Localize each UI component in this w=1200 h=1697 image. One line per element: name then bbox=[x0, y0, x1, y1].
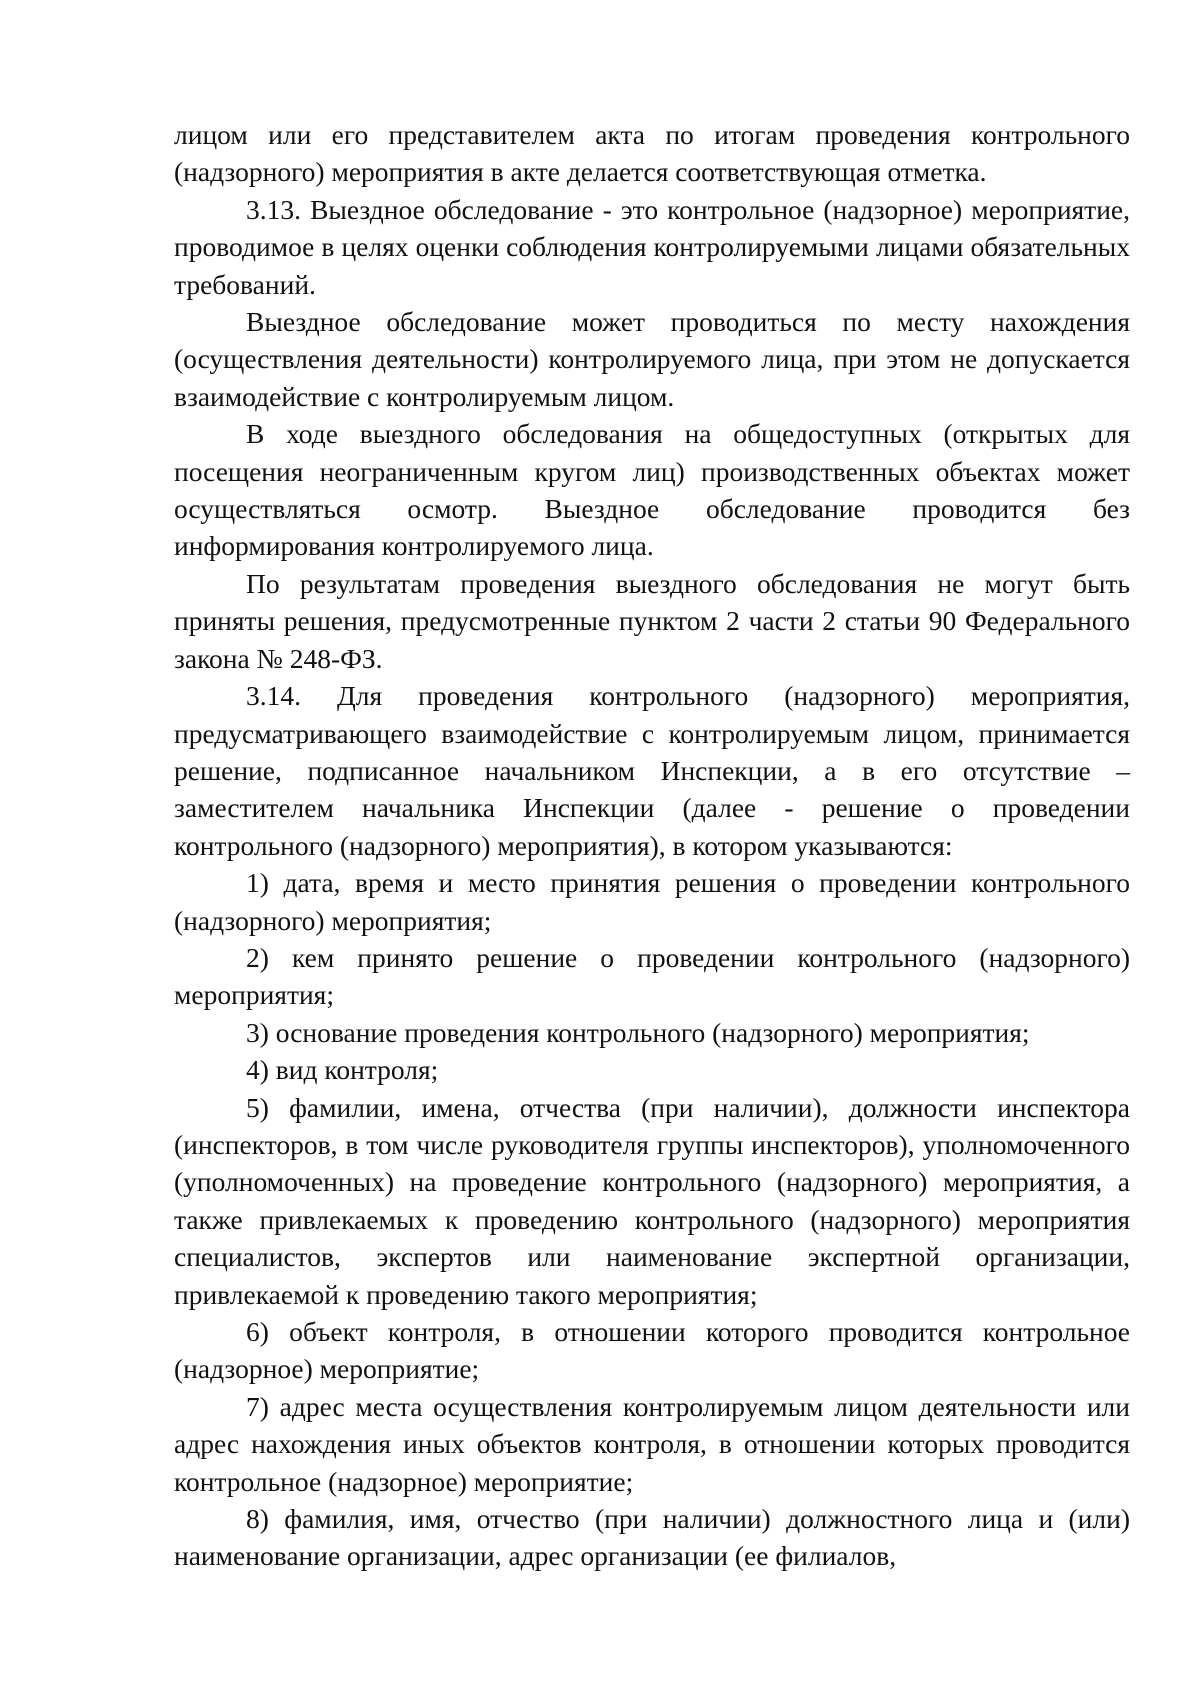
document-body bbox=[174, 116, 1130, 1575]
list-item-1: 1) дата, время и место принятия решения о проведении контрольного (надзорного) мероприятия; bbox=[174, 867, 1130, 936]
paragraph-site-inspection-decisions: По результатам проведения выездного обследования не могут быть приняты решения, предусмотренные пунктом 2 части 2 статьи 90 Федерального закона № 248-ФЗ. bbox=[174, 567, 1130, 674]
list-item-3: 3) основание проведения контрольного (надзорного) мероприятия; bbox=[246, 1016, 1030, 1048]
paragraph-site-inspection-location: Выездное обследование может проводиться по месту нахождения (осуществления деятельности) контролируемого лица, при этом не допускается взаимодействие с контролируемым лицом. bbox=[174, 306, 1130, 412]
list-item-2: 2) кем принято решение о проведении контрольного (надзорного) мероприятия; bbox=[174, 941, 1130, 1011]
paragraph-act-continuation: лицом или его представителем акта по итогам проведения контрольного (надзорного) мероприятия в акте делается соответствующая отметка. bbox=[174, 119, 1130, 188]
paragraph-3-14: 3.14. Для проведения контрольного (надзорного) мероприятия, предусматривающего взаимодействие с контролируемым лицом, принимается решение, подписанное начальником Инспекции, а в его отсутствие – заместителем начальника Инспекции (далее - решение о проведении контрольного (надзорного) мероприятия), в котором указываются: bbox=[174, 680, 1130, 861]
paragraph-3-13: 3.13. Выездное обследование - это контрольное (надзорное) мероприятие, проводимое в целях оценки соблюдения контролируемыми лицами обязательных требований. bbox=[174, 193, 1130, 300]
list-item-8: 8) фамилия, имя, отчество (при наличии) должностного лица и (или) наименование организации, адрес организации (ее филиалов, bbox=[174, 1503, 1130, 1572]
list-item-7: 7) адрес места осуществления контролируемым лицом деятельности или адрес нахождения иных объектов контроля, в отношении которых проводится контрольное (надзорное) мероприятие; bbox=[174, 1390, 1130, 1497]
list-item-6: 6) объект контроля, в отношении которого проводится контрольное (надзорное) мероприятие; bbox=[174, 1316, 1130, 1385]
list-item-5: 5) фамилии, имена, отчества (при наличии), должности инспектора (инспекторов, в том числе руководителя группы инспекторов), уполномоченного (уполномоченных) на проведение контрольного (надзорного) мероприятия, а также привлекаемых к проведению контрольного (надзорного) мероприятия специалистов, экспертов или наименование экспертной организации, привлекаемой к проведению такого мероприятия; bbox=[174, 1091, 1130, 1310]
paragraph-site-inspection-examination: В ходе выездного обследования на общедоступных (открытых для посещения неограниченным кругом лиц) производственных объектах может осуществляться осмотр. Выездное обследование проводится без информирования контролируемого лица. bbox=[174, 418, 1130, 562]
list-item-4: 4) вид контроля; bbox=[246, 1054, 439, 1086]
